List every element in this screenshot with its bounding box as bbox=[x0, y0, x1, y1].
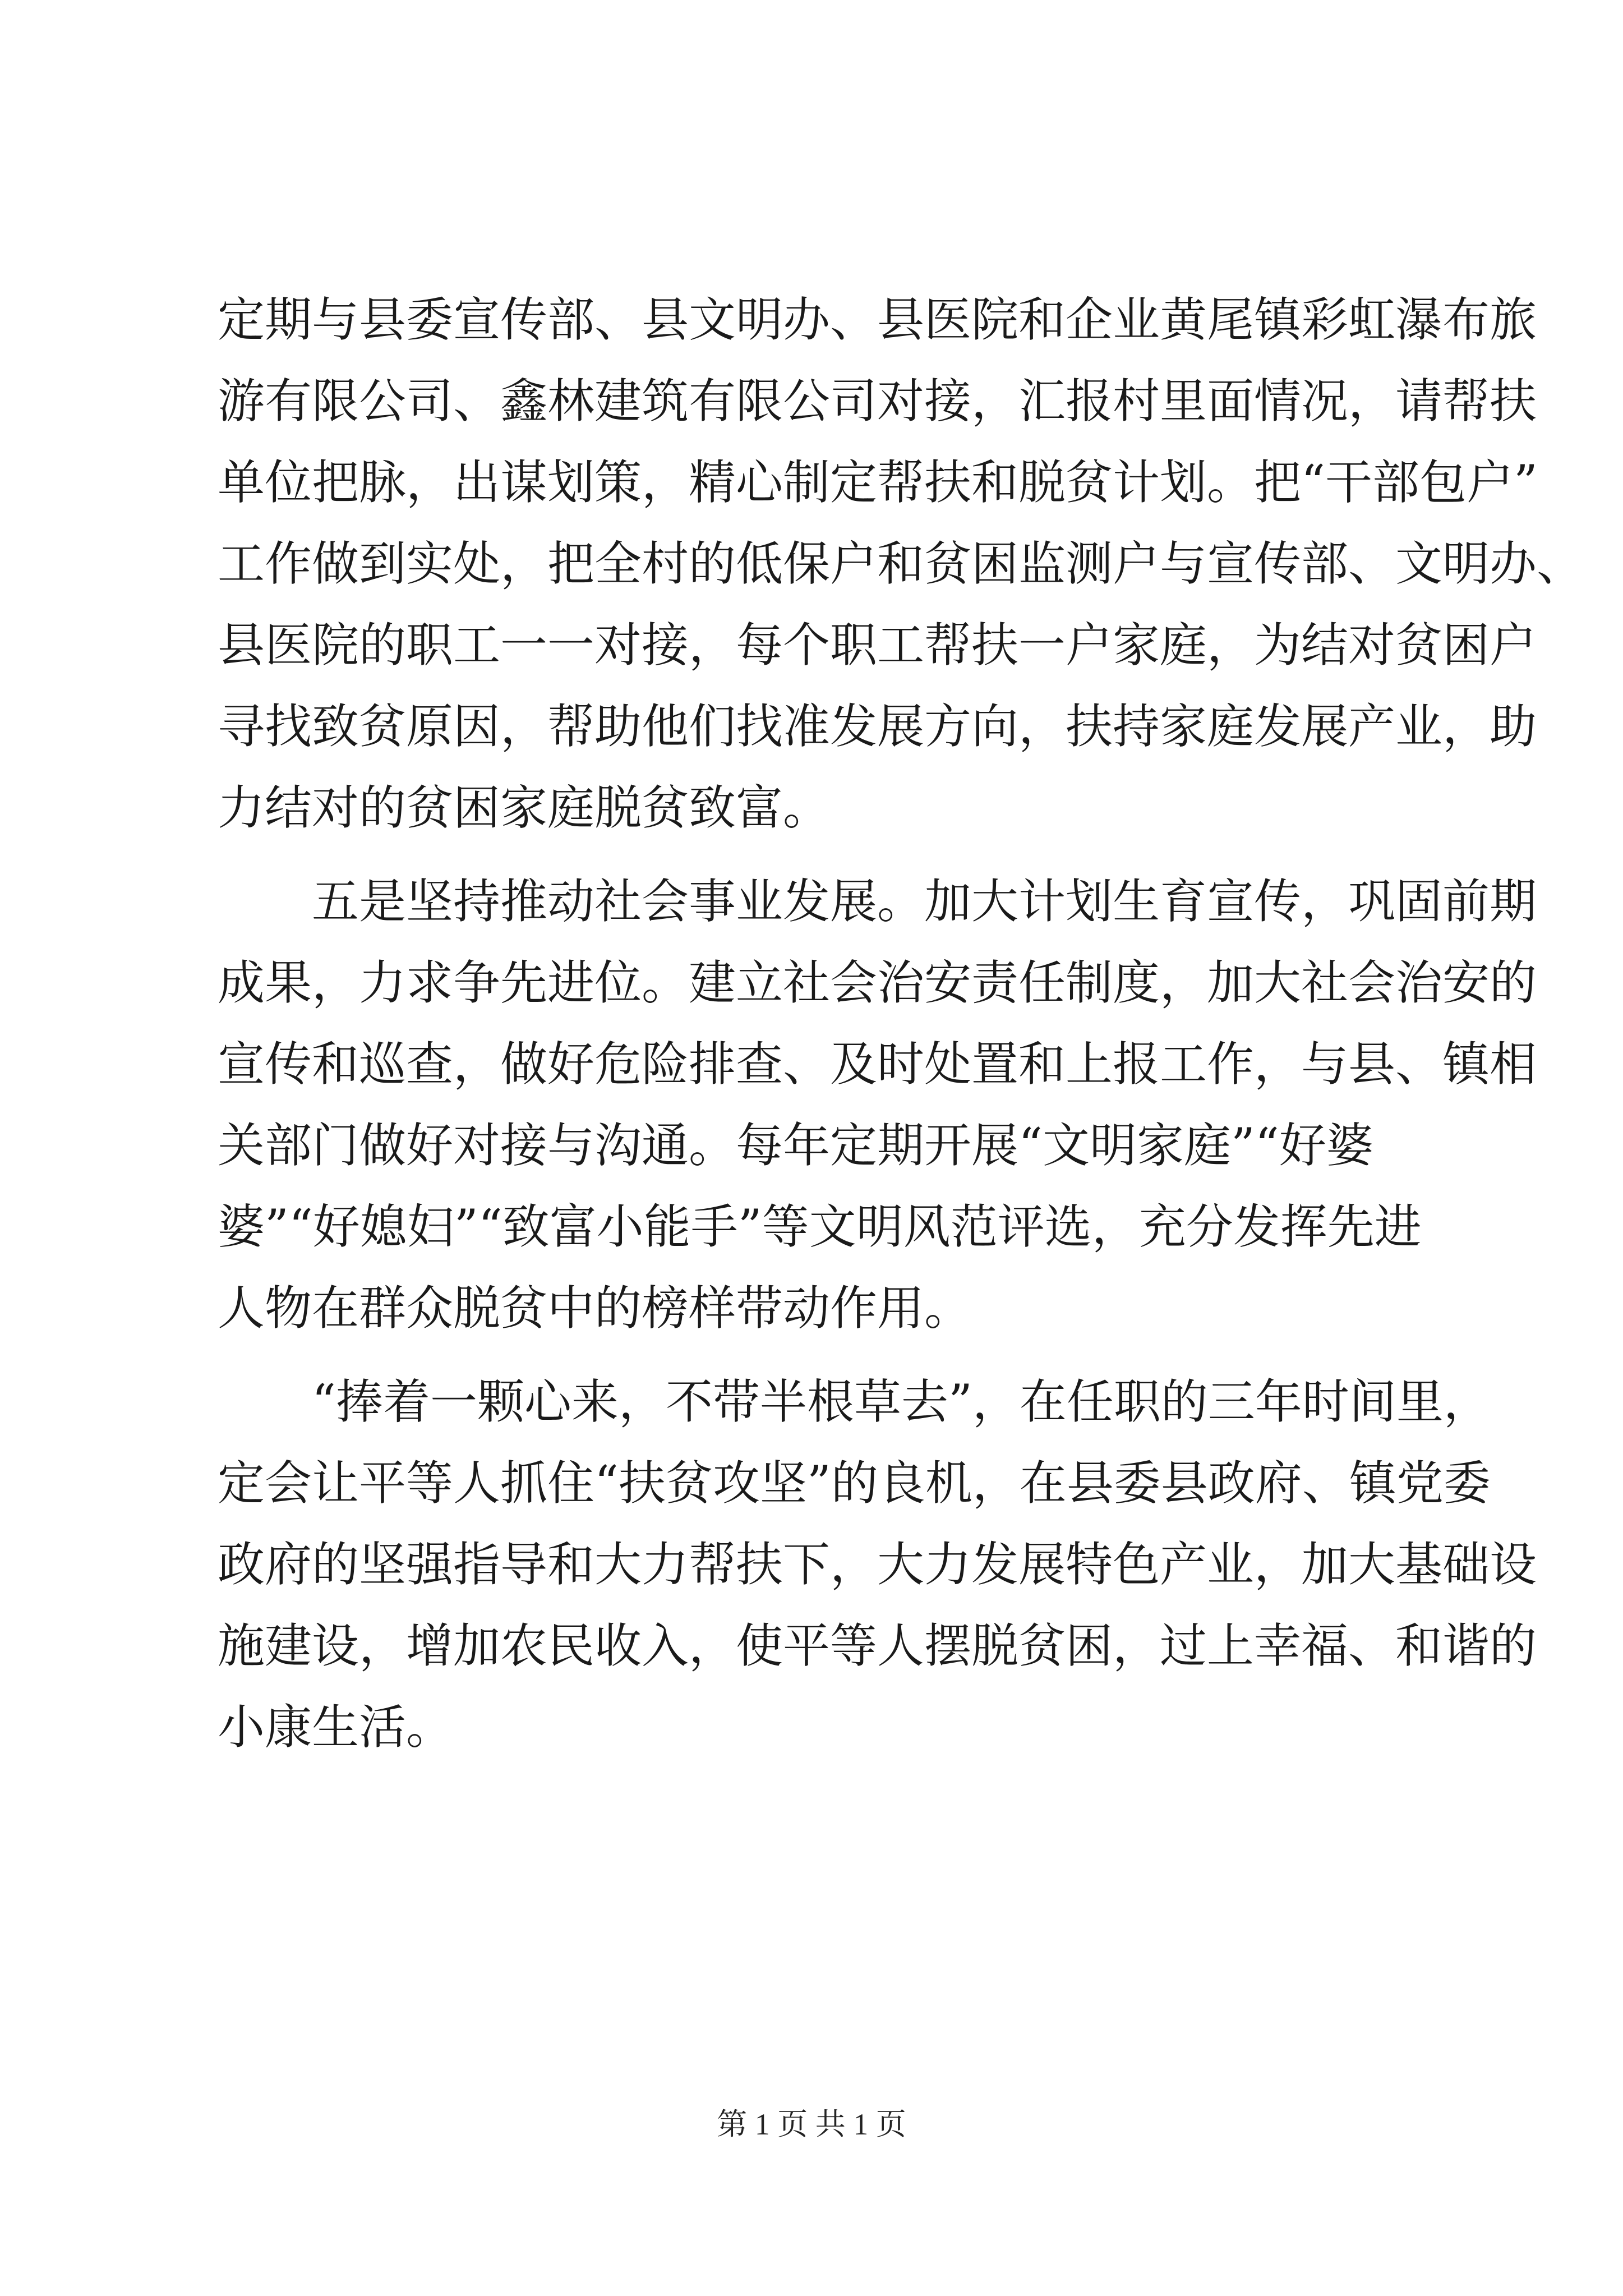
text-line: 成果，力求争先进位。建立社会治安责任制度，加大社会治安的 bbox=[218, 955, 1537, 1010]
document-body bbox=[218, 279, 1584, 1768]
text-line: 关部门做好对接与沟通。每年定期开展“文明家庭”“好婆 bbox=[218, 1118, 1373, 1173]
text-line: 工作做到实处，把全村的低保户和贫困监测户与宣传部、文明办、 bbox=[218, 536, 1584, 591]
page-number-footer: 第 1 页 共 1 页 bbox=[717, 2108, 906, 2141]
text-line: 施建设，增加农民收入，使平等人摆脱贫困，过上幸福、和谐的 bbox=[218, 1618, 1537, 1673]
text-line: “捧着一颗心来，不带半根草去”，在任职的三年时间里， bbox=[218, 1374, 1491, 1429]
text-line: 人物在群众脱贫中的榜样带动作用。 bbox=[218, 1281, 972, 1336]
text-line: 小康生活。 bbox=[218, 1700, 454, 1755]
paragraph-1 bbox=[218, 279, 1584, 849]
paragraph-gap bbox=[218, 849, 1423, 861]
text-line: 单位把脉，出谋划策，精心制定帮扶和脱贫计划。把“干部包户” bbox=[218, 455, 1538, 510]
paragraph-gap bbox=[218, 1349, 1423, 1361]
paragraph-3 bbox=[218, 1361, 1537, 1768]
text-line: 五是坚持推动社会事业发展。加大计划生育宣传，巩固前期 bbox=[218, 874, 1537, 929]
text-line: 宣传和巡查，做好危险排查、及时处置和上报工作，与县、镇相 bbox=[218, 1037, 1537, 1092]
text-line: 寻找致贫原因，帮助他们找准发展方向，扶持家庭发展产业，助 bbox=[218, 699, 1537, 754]
text-line: 定会让平等人抓住“扶贫攻坚”的良机，在县委县政府、镇党委 bbox=[218, 1456, 1491, 1511]
paragraph-2 bbox=[218, 861, 1537, 1349]
text-line: 游有限公司、鑫林建筑有限公司对接，汇报村里面情况，请帮扶 bbox=[218, 374, 1537, 429]
text-line: 县医院的职工一一对接，每个职工帮扶一户家庭，为结对贫困户 bbox=[218, 618, 1537, 673]
text-line: 政府的坚强指导和大力帮扶下，大力发展特色产业，加大基础设 bbox=[218, 1537, 1537, 1592]
text-line: 婆”“好媳妇”“致富小能手”等文明风范评选，充分发挥先进 bbox=[218, 1199, 1422, 1254]
text-line: 定期与县委宣传部、县文明办、县医院和企业黄尾镇彩虹瀑布旅 bbox=[218, 292, 1537, 347]
text-line: 力结对的贫困家庭脱贫致富。 bbox=[218, 780, 831, 835]
